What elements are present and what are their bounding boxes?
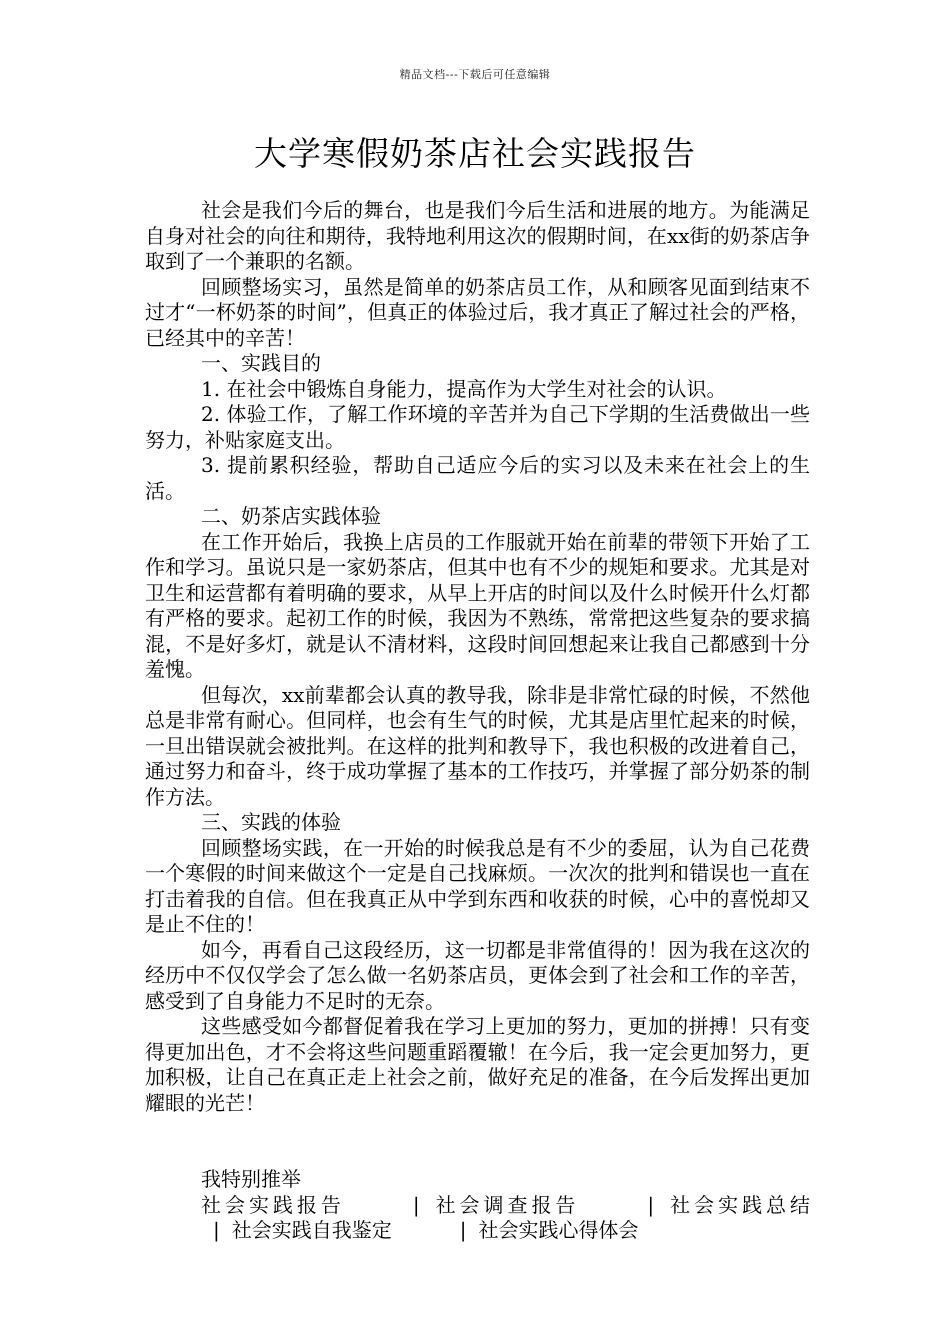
section-heading: 三、实践的体验 <box>201 810 341 834</box>
link-social-practice-reflection[interactable]: 社会实践心得体会 <box>478 1218 639 1242</box>
section-heading: 一、实践目的 <box>201 351 321 375</box>
list-item: 2. 体验工作，了解工作环境的辛苦并为自己下学期的生活费做出一些努力，补贴家庭支出。 <box>145 402 810 452</box>
page-header: 精品文档---下载后可任意编辑 <box>399 68 551 81</box>
link-separator: | <box>213 1218 220 1242</box>
paragraph: 在工作开始后，我换上店员的工作服就开始在前辈的带领下开始了工作和学习。虽说只是一家奶茶店，但其中也有不少的规矩和要求。尤其是对卫生和运营都有着明确的要求，从早上开店的时间以及什么时候开什么灯都有严格的要求。起初工作的时候，我因为不熟练，常常把这些复杂的要求搞混，不是好多灯，就是认不清材料，这段时间回想起来让我自己都感到十分羞愧。 <box>145 529 810 681</box>
spacer <box>145 1116 810 1167</box>
link-separator: | <box>459 1218 467 1242</box>
link-social-practice-report[interactable]: 社会实践报告 <box>201 1192 345 1217</box>
paragraph: 社会是我们今后的舞台，也是我们今后生活和进展的地方。为能满足自身对社会的向往和期待，我特地利用这次的假期时间，在xx街的奶茶店争取到了一个兼职的名额。 <box>145 198 810 273</box>
paragraph: 如今，再看自己这段经历，这一切都是非常值得的！因为我在这次的经历中不仅仅学会了怎么做一名奶茶店员，更体会到了社会和工作的辛苦，感受到了自身能力不足时的无奈。 <box>145 937 810 1013</box>
link-separator: | <box>412 1192 420 1217</box>
link-social-practice-summary[interactable]: 社会实践总结 <box>666 1192 811 1217</box>
list-item: 3. 提前累积经验，帮助自己适应今后的实习以及未来在社会上的生活。 <box>145 453 810 503</box>
document-title: 大学寒假奶茶店社会实践报告 <box>254 134 696 173</box>
link-social-practice-self-assessment[interactable]: 社会实践自我鉴定 <box>231 1218 392 1242</box>
recommend-links <box>145 1193 810 1244</box>
link-separator: | <box>647 1192 655 1217</box>
paragraph: 这些感受如今都督促着我在学习上更加的努力，更加的拼搏！只有变得更加出色，才不会将这些问题重蹈覆辙！在今后，我一定会更加努力，更加积极，让自己在真正走上社会之前，做好充足的准备，在今后发挥出更加耀眼的光芒！ <box>145 1014 810 1115</box>
paragraph: 回顾整场实习，虽然是简单的奶茶店员工作，从和顾客见面到结束不过才“一杯奶茶的时间”，但真正的体验过后，我才真正了解过社会的严格，已经其中的辛苦！ <box>145 274 810 350</box>
section-heading: 二、奶茶店实践体验 <box>201 504 381 528</box>
recommend-label: 我特别推举 <box>201 1167 301 1191</box>
paragraph: 回顾整场实践，在一开始的时候我总是有不少的委屈，认为自己花费一个寒假的时间来做这个一定是自己找麻烦。一次次的批判和错误也一直在打击着我的自信。但在我真正从中学到东西和收获的时候，心中的喜悦却又是止不住的！ <box>145 835 810 936</box>
list-item: 1. 在社会中锻炼自身能力，提高作为大学生对社会的认识。 <box>201 376 727 401</box>
link-social-survey-report[interactable]: 社会调查报告 <box>431 1192 580 1217</box>
paragraph: 但每次，xx前辈都会认真的教导我，除非是非常忙碌的时候，不然他总是非常有耐心。但同样，也会有生气的时候，尤其是店里忙起来的时候，一旦出错误就会被批判。在这样的批判和教导下，我也积极的改进着自己，通过努力和奋斗，终于成功掌握了基本的工作技巧，并掌握了部分奶茶的制作方法。 <box>145 682 810 809</box>
document-body <box>145 198 810 1244</box>
